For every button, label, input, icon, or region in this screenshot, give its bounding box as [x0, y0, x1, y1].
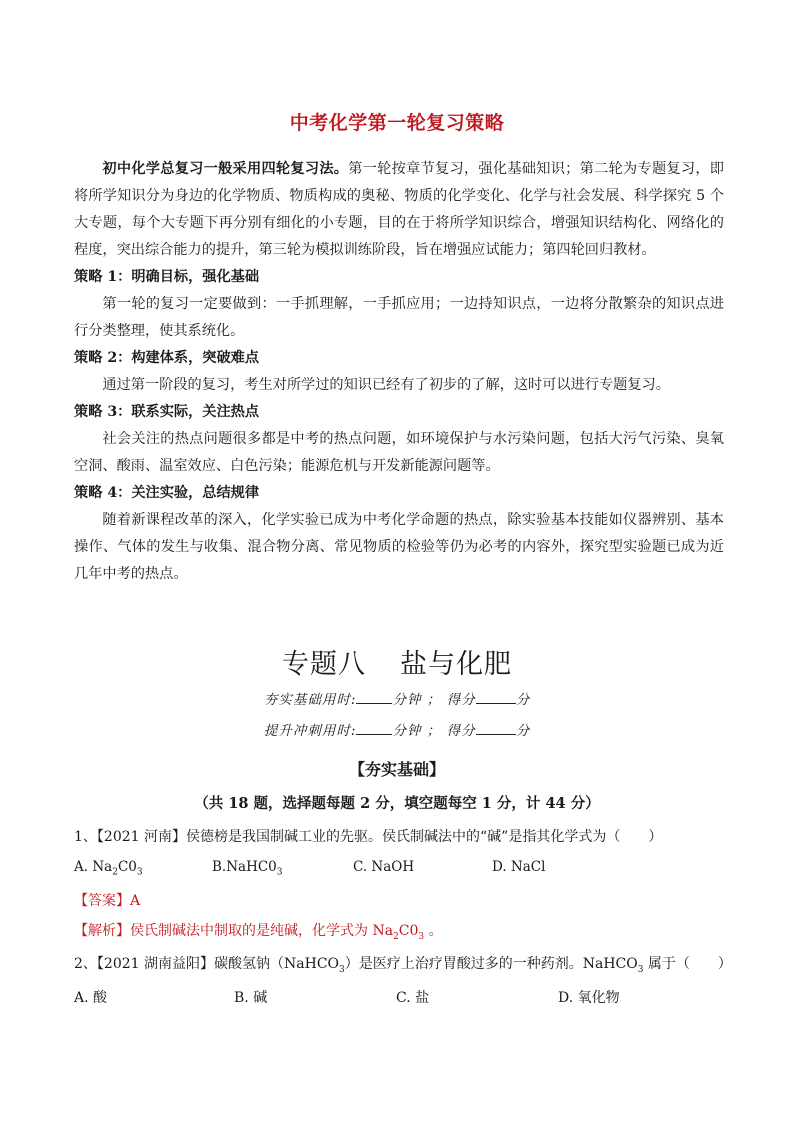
- question-number: 2、: [74, 956, 97, 972]
- analysis-label: 【解析】: [74, 923, 130, 939]
- question-source: 【2021 湖南益阳】: [96, 956, 215, 972]
- timing-line-1: [0, 688, 794, 708]
- time-blank-2[interactable]: [356, 720, 392, 735]
- option-b[interactable]: B. 碱: [234, 990, 268, 1006]
- question-1-options: [74, 859, 734, 879]
- option-a[interactable]: A. $Na_2C0_3$: [74, 859, 143, 878]
- topic-number: 专题八: [282, 649, 366, 680]
- strategy-2-heading: 策略 2：构建体系，突破难点: [74, 350, 260, 366]
- section-subheading: （共 18 题，选择题每题 2 分，填空题每空 1 分，计 44 分）: [194, 795, 600, 812]
- topic-name: 盐与化肥: [400, 649, 512, 680]
- question-source: 【2021 河南】: [96, 829, 187, 845]
- topic-title: [0, 642, 794, 681]
- time-blank-1[interactable]: [356, 689, 392, 704]
- score-unit-2: 分: [515, 723, 531, 739]
- question-1-answer: [74, 890, 734, 910]
- option-b[interactable]: $B.NaHC0_3$: [212, 859, 283, 878]
- timing-label-2: 提升冲刺用时:: [263, 723, 357, 739]
- intro-text: 第一轮按章节复习，强化基础知识；第二轮为专题复习，即将所学知识分为身边的化学物质、物质构成的奥秘、物质的化学变化、化学与社会发展、科学探究 5 个大专题，每个大专题下再分别有细化的小专题，目的在于将所学知识综合，增强知识结构化、网络化的程度，突出综合能力的提升，第三轮为模拟训练阶段，旨在增强应试能力；第四轮回归教材。: [74, 161, 724, 258]
- question-2-options: [74, 987, 734, 1007]
- question-text: 侯德榜是我国制碱工业的先驱。侯氏制碱法中的“碱”是指其化学式为（ ）: [186, 829, 663, 845]
- timing-label-1: 夯实基础用时:: [263, 692, 357, 708]
- page-title: 中考化学第一轮复习策略: [289, 112, 505, 134]
- option-d[interactable]: D. 氧化物: [558, 990, 620, 1006]
- score-blank-2[interactable]: [476, 720, 516, 735]
- option-c[interactable]: C. NaOH: [353, 859, 415, 875]
- strategy-3-heading: 策略 3：联系实际，关注热点: [74, 404, 260, 420]
- option-a[interactable]: A. 酸: [74, 990, 108, 1006]
- analysis-formula: $Na_2C0_3$: [372, 923, 425, 942]
- score-unit-1: 分: [515, 692, 531, 708]
- intro-section: [74, 156, 724, 588]
- question-number: 1、: [74, 829, 97, 845]
- section-heading: 【夯实基础】: [348, 760, 445, 779]
- option-c[interactable]: C. 盐: [396, 990, 430, 1006]
- intro-lead: 初中化学总复习一般采用四轮复习法。: [102, 161, 349, 177]
- analysis-text: 侯氏制碱法中制取的是纯碱，化学式为: [130, 923, 373, 939]
- intro-paragraph: [74, 156, 724, 264]
- strategy-2-body: 通过第一阶段的复习，考生对所学过的知识已经有了初步的了解，这时可以进行专题复习。: [102, 377, 670, 393]
- timing-line-2: [0, 719, 794, 739]
- strategy-4-heading: 策略 4：关注实验，总结规律: [74, 485, 260, 501]
- option-d[interactable]: D. NaCl: [492, 859, 546, 875]
- question-1: [74, 826, 734, 846]
- strategy-3-body: 社会关注的热点问题很多都是中考的热点问题，如环境保护与水污染问题，包括大污气污染、臭氧空洞、酸雨、温室效应、白色污染；能源危机与开发新能源问题等。: [74, 431, 724, 474]
- strategy-4-body: 随着新课程改革的深入，化学实验已成为中考化学命题的热点，除实验基本技能如仪器辨别、基本操作、气体的发生与收集、混合物分离、常见物质的检验等仍为必考的内容外，探究型实验题已成为近几年中考的热点。: [74, 512, 724, 582]
- strategy-1-heading: 策略 1：明确目标，强化基础: [74, 269, 260, 285]
- answer-value: A: [130, 893, 141, 909]
- score-label-2: 分钟 ； 得分: [392, 723, 476, 739]
- answer-label: 【答案】: [74, 893, 130, 909]
- score-label-1: 分钟 ； 得分: [392, 692, 476, 708]
- score-blank-1[interactable]: [476, 689, 516, 704]
- question-1-analysis: 【解析】侯氏制碱法中制取的是纯碱，化学式为 $Na_2C0_3$ 。: [74, 923, 443, 942]
- question-2: 2、【2021 湖南益阳】碳酸氢钠（NaHCO$_3$）是医疗上治疗胃酸过多的一种药剂。NaHCO$_3$ 属于（ ）: [74, 956, 732, 975]
- strategy-1-body: 第一轮的复习一定要做到：一手抓理解，一手抓应用；一边持知识点，一边将分散繁杂的知识点进行分类整理，使其系统化。: [74, 296, 724, 339]
